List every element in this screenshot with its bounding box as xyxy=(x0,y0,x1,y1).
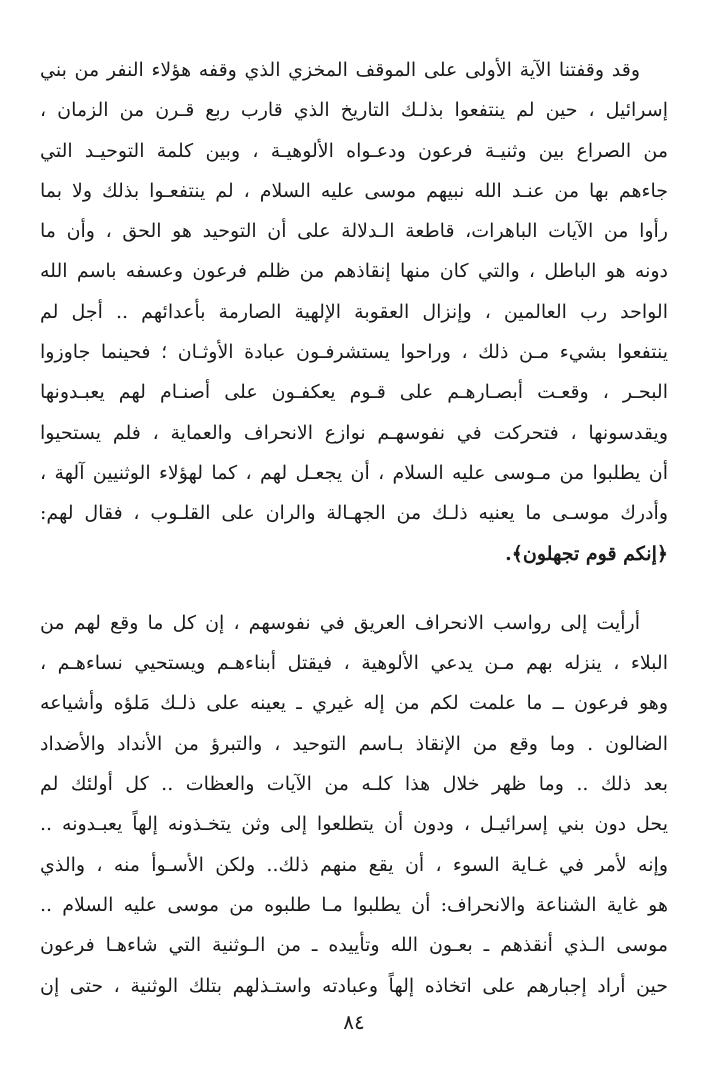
text-line: بعد ذلك .. وما ظهر خلال هذا كلـه من الآيات والعظات .. كل أولئك لم xyxy=(40,773,668,796)
text-line: إسرائيل ، حين لم ينتفعوا بذلـك التاريخ الذي قارب ربع قـرن من الزمان ، xyxy=(40,99,668,122)
text-line: موسى الـذي أنقذهم ـ بعـون الله وتأييده ـ من الـوثنية التي شاءهـا فرعون xyxy=(40,934,668,957)
text-line: حين أراد إجبارهم على اتخاذه إلهاً وعبادته واستـذلهم بتلك الوثنية ، حتى إن xyxy=(40,974,668,997)
text-line: وأدرك موسـى ما يعنيه ذلـك من الجهـالة والران على القلـوب ، فقال لهم: xyxy=(40,502,668,525)
text-line: يحل دون بني إسرائيـل ، ودون أن يتطلعوا إلى وثن يتخـذونه إلهاً يعبـدونه .. xyxy=(40,813,668,836)
text-line: من الصراع بين وثنيـة فرعون ودعـواه الألوهيـة ، وبين كلمة التوحيـد التي xyxy=(40,139,668,162)
page-number: ٨٤ xyxy=(343,1010,365,1034)
text-line: جاءهم بها من عنـد الله نبيهم موسى عليه السلام ، لم ينتفعـوا بذلك ولا بما xyxy=(40,179,668,202)
paragraph-1 xyxy=(40,50,668,574)
text-line: ويقدسونها ، فتحركت في نفوسهـم نوازع الانحراف والعماية ، فلم يستحيوا xyxy=(40,421,668,444)
text-line: أن يطلبوا من مـوسى عليه السلام ، أن يجعـل لهم ، كما لهؤلاء الوثنيين آلهة ، xyxy=(40,461,668,484)
text-line: البحـر ، وقعـت أبصـارهـم على قـوم يعكفـون على أصنـام لهم يعبـدونها xyxy=(40,381,668,404)
text-line: الضالون . وما وقع من الإنقاذ بـاسم التوحيد ، والتبرؤ من الأنداد والأضداد xyxy=(40,732,668,755)
text-line: الواحد رب العالمين ، وإنزال العقوبة الإلهية الصارمة بأعدائهم .. أجل لم xyxy=(40,300,668,323)
text-line: وقد وقفتنا الآية الأولى على الموقف المخزي الذي وقفه هؤلاء النفر من بني xyxy=(40,59,640,81)
quran-quote: ﴿إنكم قوم تجهلون﴾. xyxy=(505,542,668,565)
paragraph-gap xyxy=(40,574,668,603)
text-line: وهو فرعون ــ ما علمت لكم من إله غيري ـ يعينه على ذلـك مَلؤه وأشياعه xyxy=(40,692,668,715)
text-line: دونه هو الباطل ، والتي كان منها إنقاذهم من ظلم فرعون وعسفه باسم الله xyxy=(40,260,668,283)
text-line: البلاء ، ينزله بهم مـن يدعي الألوهية ، فيقتل أبناءهـم ويستحيي نساءهـم ، xyxy=(40,652,668,675)
text-line: هو غاية الشناعة والانحراف: أن يطلبوا مـا طلبوه من موسى عليه السلام .. xyxy=(40,893,668,916)
text-line: أرأيت إلى رواسب الانحراف العريق في نفوسهم ، إن كل ما وقع لهم من xyxy=(40,611,640,634)
text-line: وإنه لأمر في غـاية السوء ، أن يقع منهم ذلك.. ولكن الأسـوأ منه ، والذي xyxy=(40,853,668,876)
page-body xyxy=(40,50,668,1006)
text-line: ينتفعوا بشيء مـن ذلك ، وراحوا يستشرفـون عبادة الأوثـان ؛ فحينما جاوزوا xyxy=(40,341,668,364)
paragraph-2 xyxy=(40,603,668,1006)
text-line: رأوا من الآيات الباهرات، قاطعة الـدلالة على أن التوحيد هو الحق ، وأن ما xyxy=(40,220,668,243)
